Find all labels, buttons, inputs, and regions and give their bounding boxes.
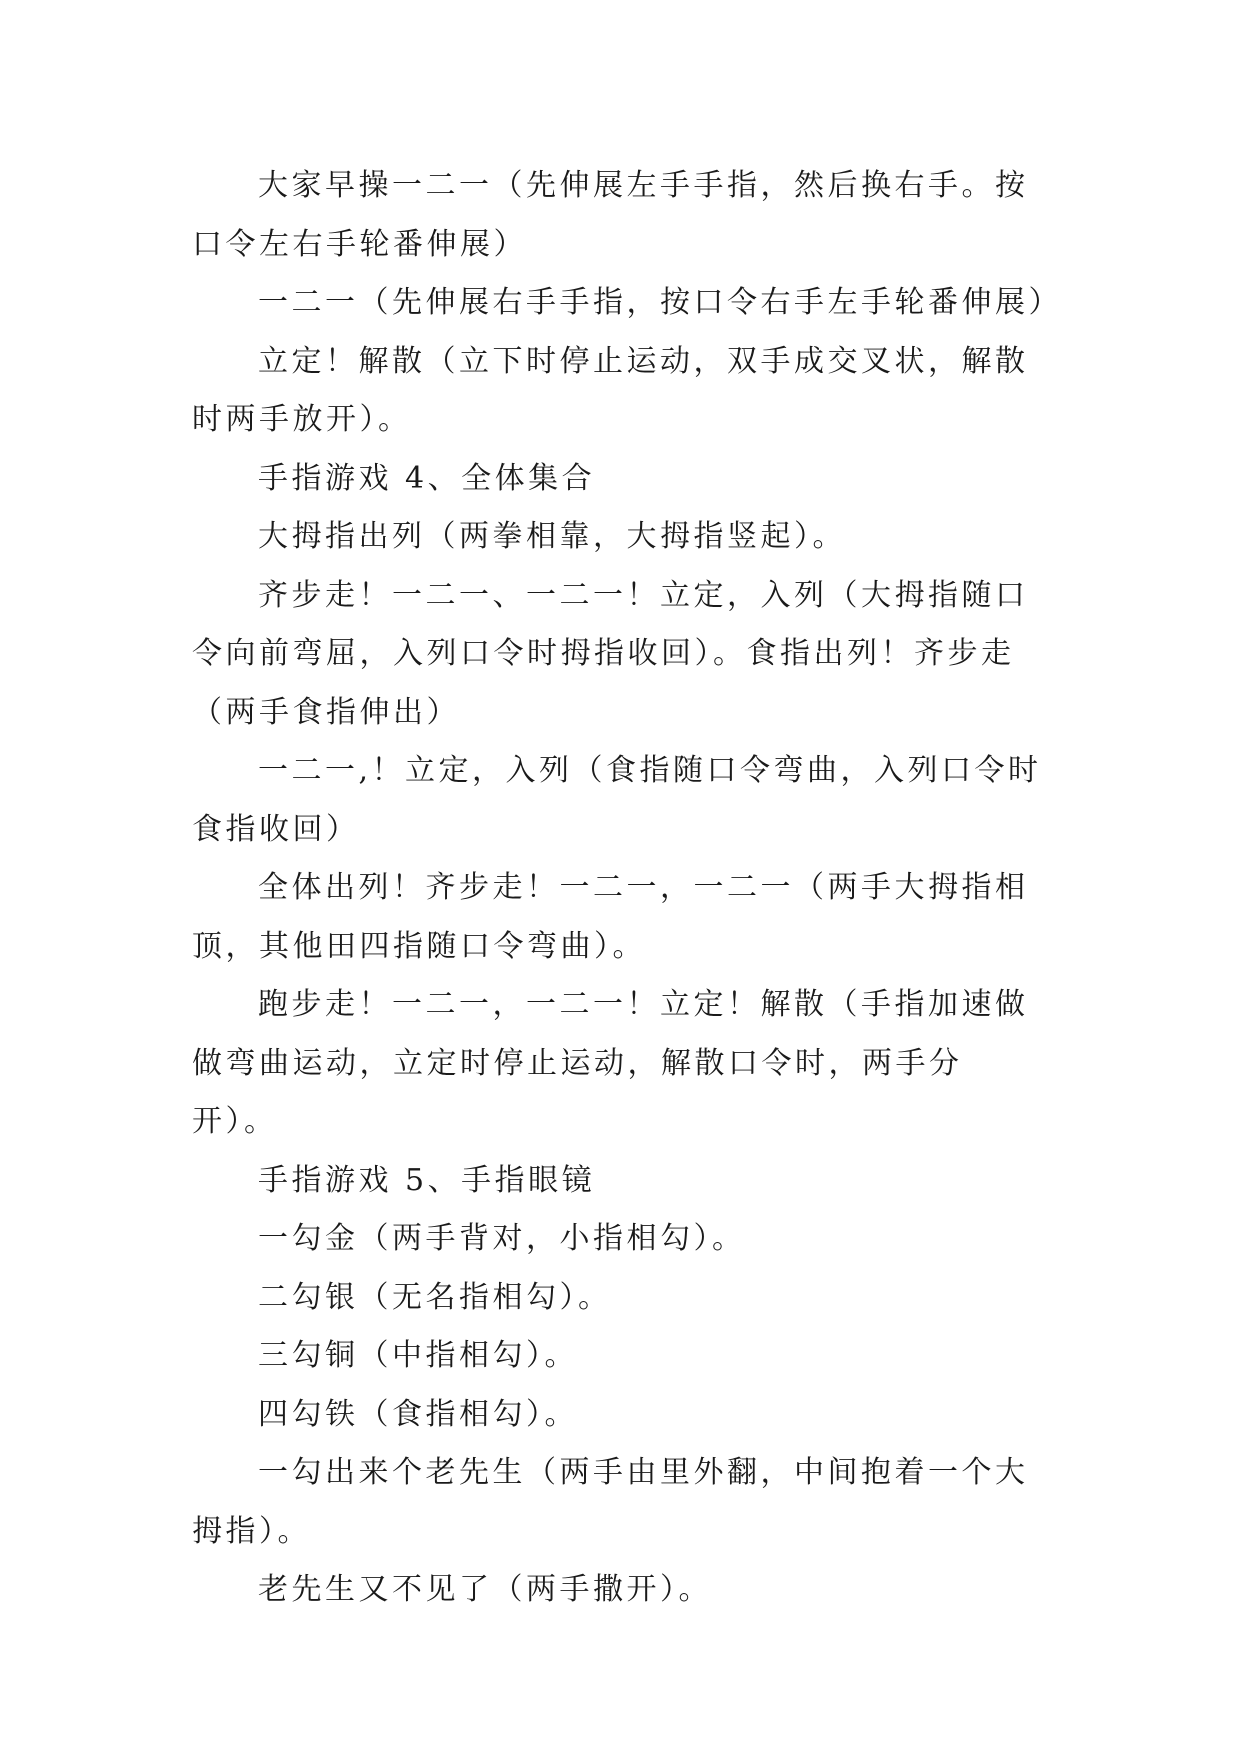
section-heading: 手指游戏 4、全体集合 (258, 460, 596, 496)
paragraph: 全体出列！齐步走！一二一，一二一（两手大拇指相顶，其他田四指随口令弯曲）。 (192, 870, 1029, 964)
paragraph: 跑步走！一二一，一二一！立定！解散（手指加速做做弯曲运动，立定时停止运动，解散口令时，两手分开）。 (192, 987, 1029, 1139)
paragraph: 一勾金（两手背对，小指相勾）。 (258, 1221, 746, 1256)
paragraph: 立定！解散（立下时停止运动，双手成交叉状，解散时两手放开）。 (192, 343, 1029, 437)
paragraph: 大拇指出列（两拳相靠，大拇指竖起）。 (258, 519, 846, 554)
document-body (192, 157, 1062, 1620)
section-heading: 手指游戏 5、手指眼镜 (258, 1162, 596, 1198)
paragraph: 四勾铁（食指相勾）。 (258, 1396, 578, 1432)
paragraph: 一勾出来个老先生（两手由里外翻，中间抱着一个大拇指）。 (192, 1455, 1029, 1549)
paragraph: 老先生又不见了（两手撒开）。 (258, 1572, 712, 1607)
paragraph: 一二一（先伸展右手手指，按口令右手左手轮番伸展） (258, 285, 1062, 320)
paragraph: 一二一,！立定，入列（食指随口令弯曲，入列口令时食指收回） (192, 753, 1042, 847)
paragraph: 大家早操一二一（先伸展左手手指，然后换右手。按口令左右手轮番伸展） (192, 168, 1029, 262)
paragraph: 二勾银（无名指相勾）。 (258, 1279, 612, 1315)
paragraph: 齐步走！一二一、一二一！立定，入列（大拇指随口令向前弯屈，入列口令时拇指收回）。食指出列！齐步走（两手食指伸出） (192, 577, 1029, 730)
paragraph: 三勾铜（中指相勾）。 (258, 1338, 578, 1373)
